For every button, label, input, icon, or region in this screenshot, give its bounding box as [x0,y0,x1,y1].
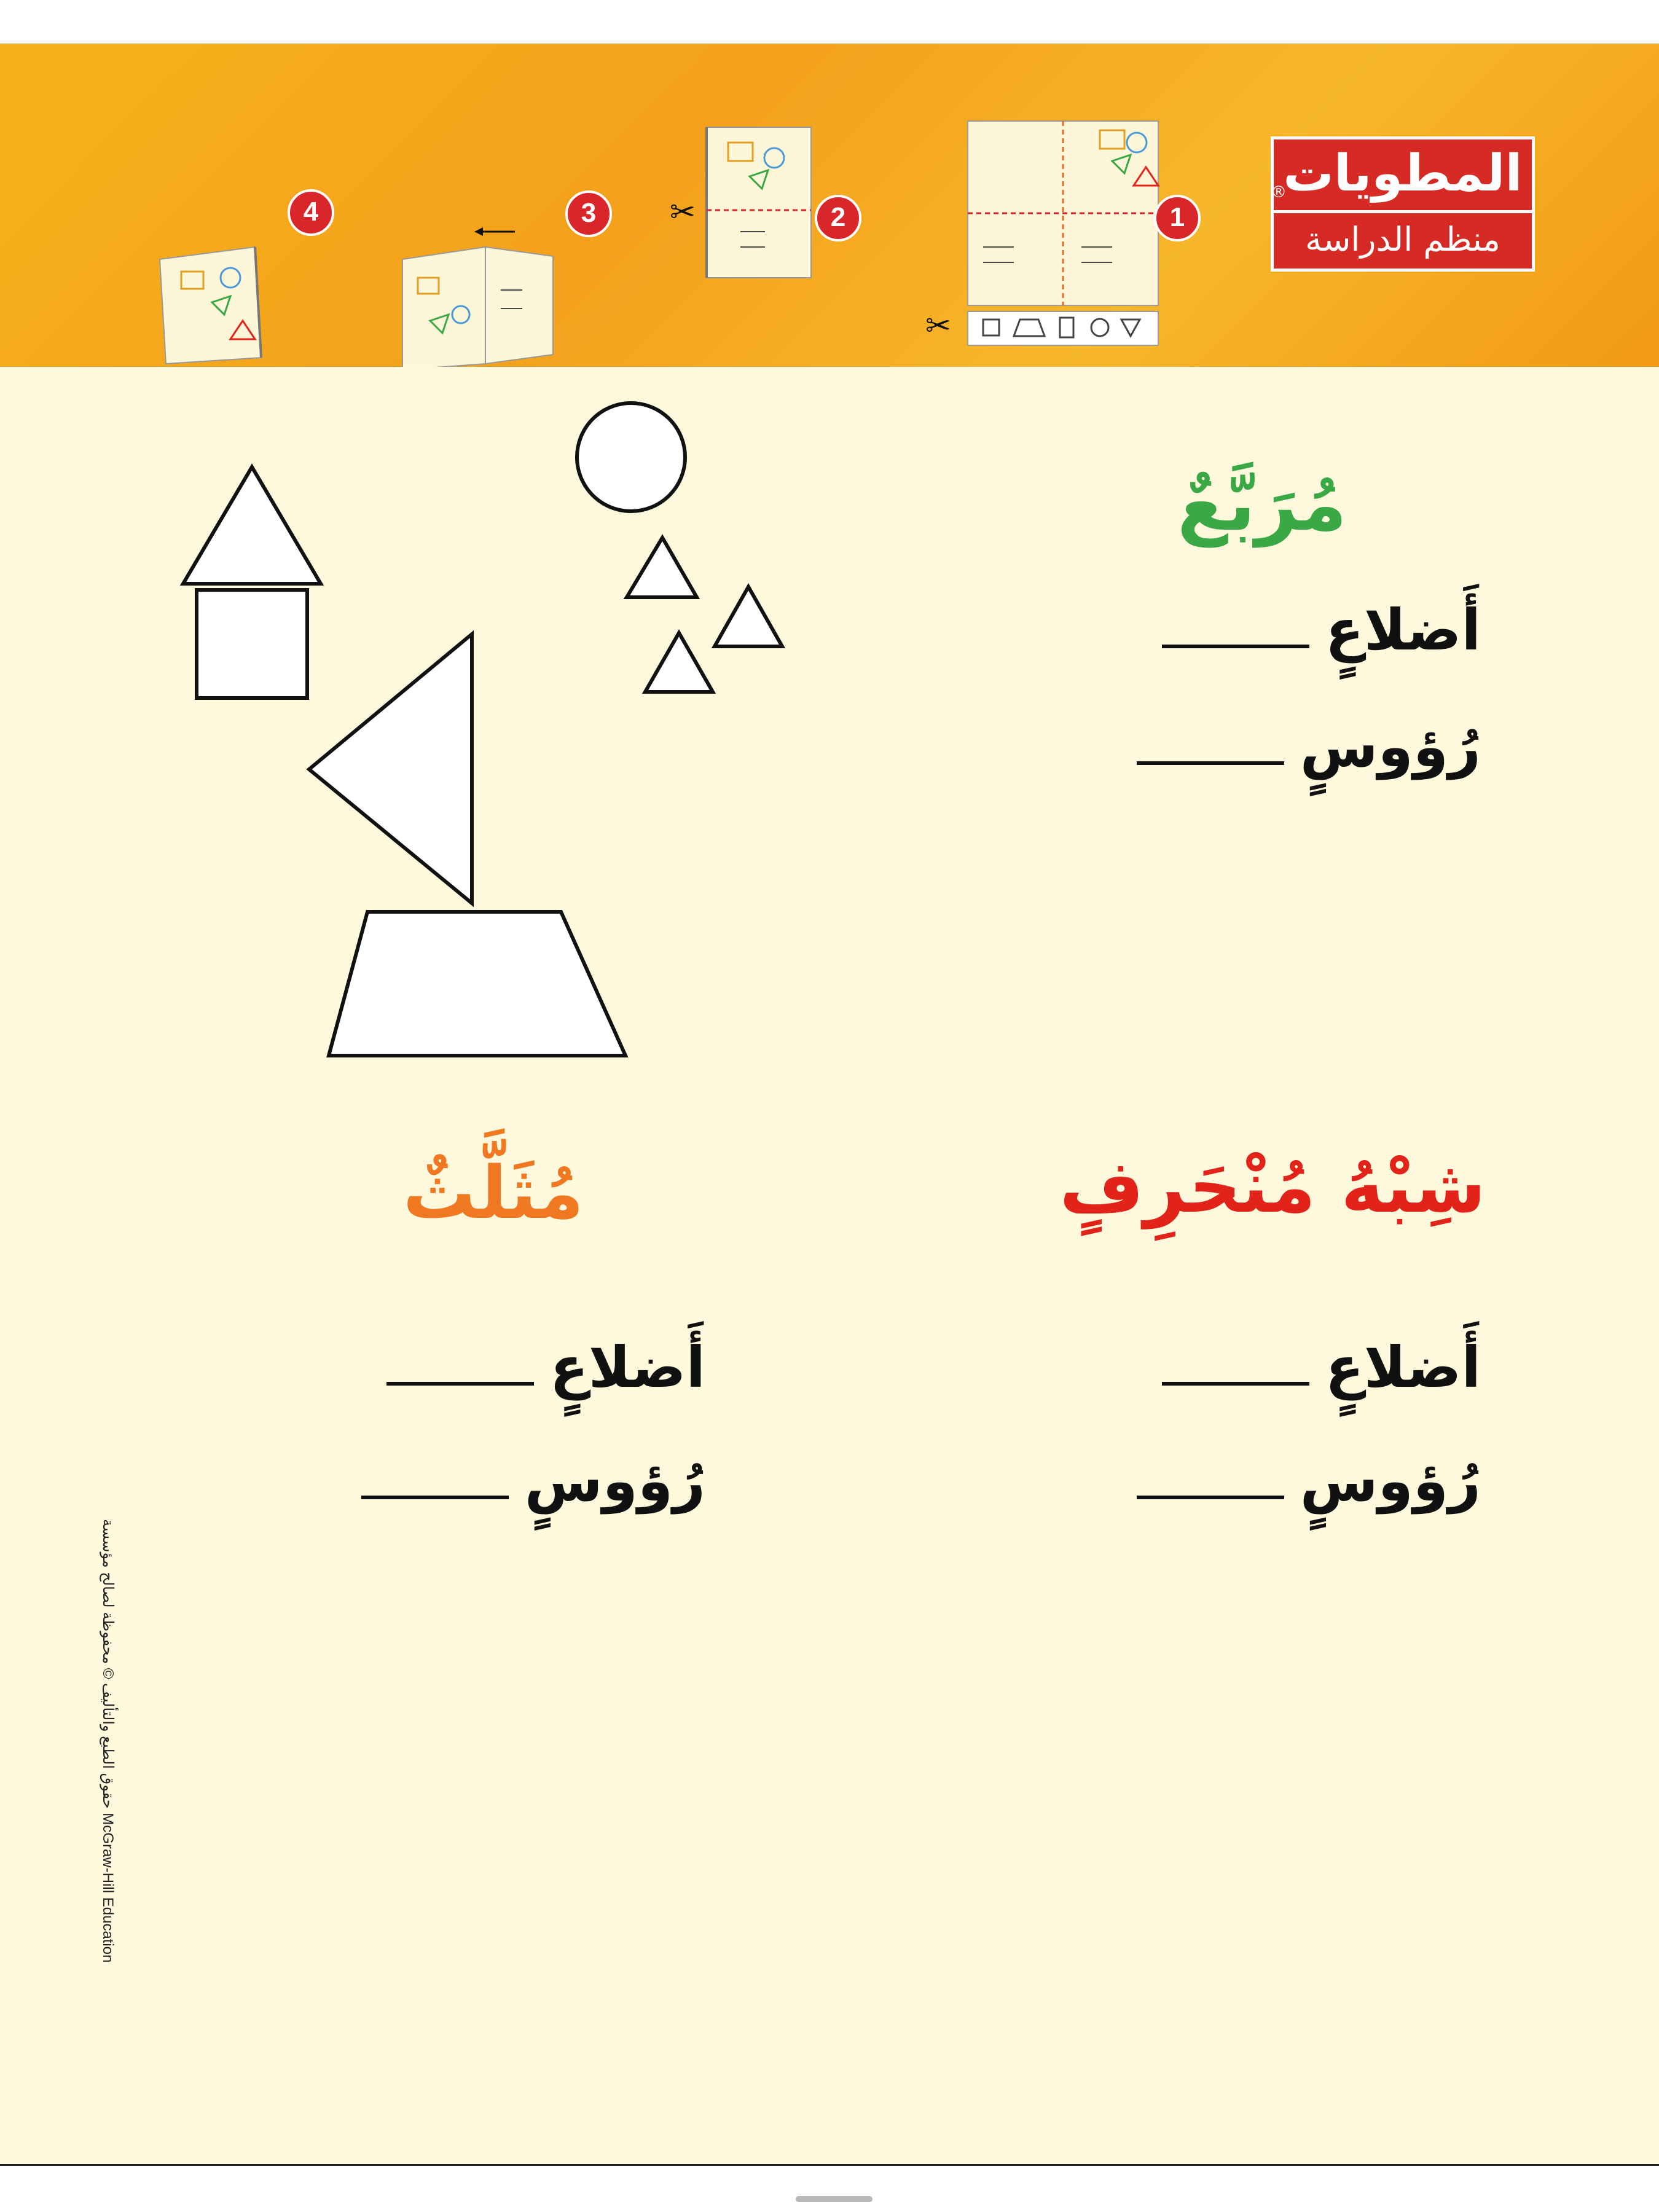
step-4-badge: 4 [288,189,334,236]
left-pointing-triangle-shape [309,634,472,903]
triangle-vertices-line [361,1448,705,1514]
square-sides-blank[interactable] [1162,620,1309,648]
triangle-sides-line [386,1335,705,1400]
step-3-badge: 3 [565,190,612,237]
foldables-banner [0,44,1659,367]
trapezoid-sides-blank[interactable] [1162,1357,1309,1386]
triangle-sides-blank[interactable] [386,1357,534,1386]
square-heading: مُرَبَّعٌ [1177,462,1347,547]
triangle-vertices-blank[interactable] [361,1471,509,1499]
step-2-illustration [670,124,830,284]
square-sides-line [1162,597,1481,663]
trapezoid-sides-line [1162,1335,1481,1400]
trapezoid-vertices-line [1137,1448,1481,1514]
trapezoid-heading: شِبْهُ مُنْحَرِفٍ [1059,1144,1486,1229]
trapezoid-vertices-blank[interactable] [1137,1471,1284,1499]
step-2-badge: 2 [815,195,861,241]
square-vertices-line [1137,714,1481,780]
step-3-illustration [393,222,559,367]
step-1-illustration [922,118,1180,351]
logo-title: المطويات [1271,136,1535,213]
registered-mark: ® [1271,183,1287,202]
step-1-badge: 1 [1154,195,1201,241]
square-shape [197,590,307,698]
logo-subtitle: منظم الدراسة [1271,213,1535,272]
shapes-cluster [166,388,793,1077]
triangle-heading: مُثَلَّثٌ [402,1150,584,1235]
square-vertices-label: رُؤوسٍ [1300,714,1481,780]
small-triangle-shape-3 [645,633,713,692]
circle-shape [577,403,685,511]
triangle-sides-label: أَضلاعٍ [549,1335,705,1400]
foldables-logo [1271,136,1535,308]
svg-text:✂: ✂ [925,308,951,343]
roof-triangle-shape [183,467,321,584]
arrow-icon [473,222,516,241]
triangle-vertices-label: رُؤوسٍ [524,1448,705,1514]
small-triangle-shape-1 [627,538,697,597]
step-4-illustration [157,235,267,367]
copyright-credit: حقوق الطبع والتأليف © محفوظة لصالح مؤسسة McGraw-Hill Education [100,1519,116,1963]
home-indicator[interactable] [796,2196,873,2202]
trapezoid-vertices-label: رُؤوسٍ [1300,1448,1481,1514]
worksheet-page [0,43,1659,2166]
square-vertices-blank[interactable] [1137,737,1284,765]
svg-text:✂: ✂ [670,194,696,230]
square-sides-label: أَضلاعٍ [1325,597,1481,663]
trapezoid-sides-label: أَضلاعٍ [1325,1335,1481,1400]
small-triangle-shape-2 [715,587,782,646]
trapezoid-shape [329,912,626,1056]
